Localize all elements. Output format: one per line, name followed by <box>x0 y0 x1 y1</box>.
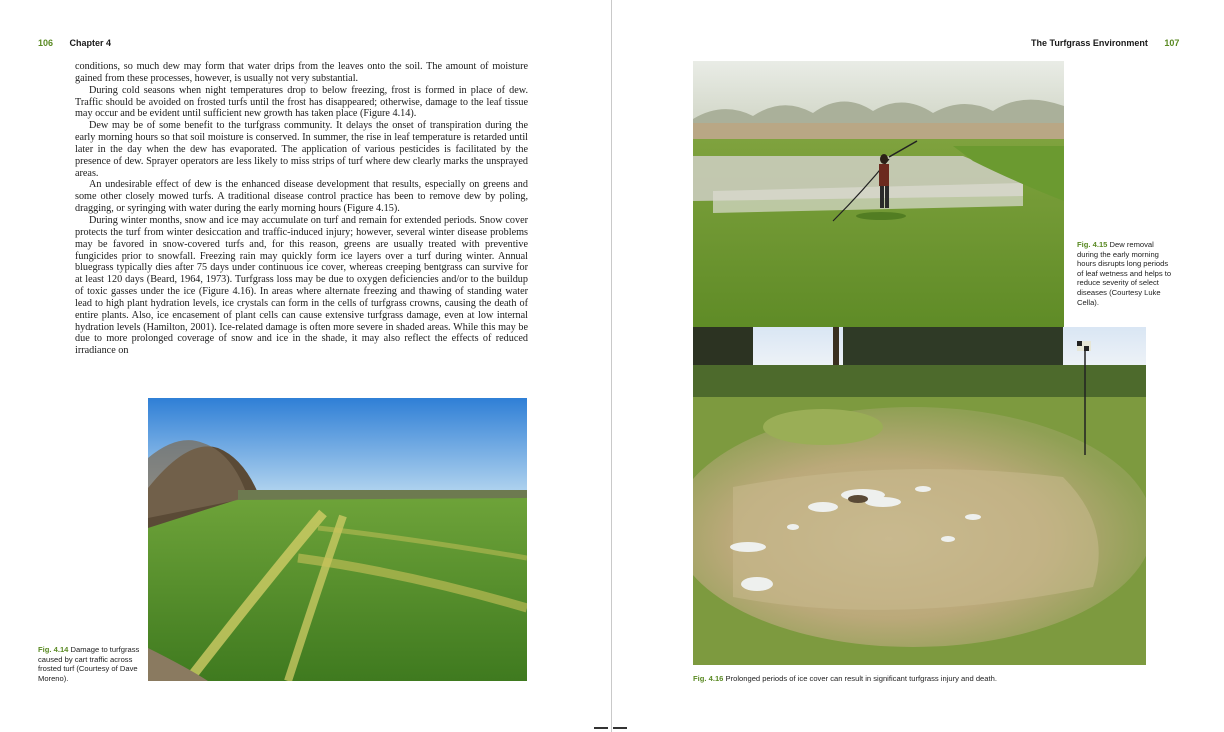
figure-4-16-photo <box>693 327 1146 665</box>
figure-4-15-label: Fig. 4.15 <box>1077 240 1108 249</box>
right-page-header <box>1031 38 1179 48</box>
gutter-mark-right <box>613 727 627 729</box>
figure-4-14-text: Damage to turfgrass caused by cart traffic across frosted turf (Courtesy of Dave Moreno). <box>38 645 140 683</box>
figure-4-15-caption <box>1077 240 1173 307</box>
paragraph: During cold seasons when night temperatures drop to below freezing, frost is formed in place of dew. Traffic should be avoided on frosted turfs until the frost has disappeared; otherwise, damage to the leaf tissue may occur and be evident until sufficient new growth has taken place (Figure 4.14). <box>75 84 528 120</box>
left-page-number: 106 <box>38 38 54 48</box>
figure-4-14-photo <box>148 398 527 681</box>
right-page-number: 107 <box>1164 38 1180 48</box>
figure-4-16-label: Fig. 4.16 <box>693 674 724 683</box>
figure-4-15-photo <box>693 61 1064 338</box>
chapter-title: Chapter 4 <box>69 38 112 48</box>
gutter-mark-left <box>594 727 608 729</box>
running-head: The Turfgrass Environment <box>1031 38 1148 48</box>
figure-4-16-caption <box>693 674 1146 684</box>
paragraph: conditions, so much dew may form that water drips from the leaves onto the soil. The amount of moisture gained from these processes, however, is usually not very substantial. <box>75 61 528 84</box>
body-text <box>75 61 528 357</box>
figure-4-14-label: Fig. 4.14 <box>38 645 69 654</box>
left-page-header <box>38 38 111 48</box>
figure-4-15-text: Dew removal during the early morning hours disrupts long periods of leaf wetness and helps to reduce severity of select diseases (Courtesy Luke Cella). <box>1077 240 1172 307</box>
paragraph: An undesirable effect of dew is the enhanced disease development that results, especially on greens and some other closely mowed turfs. A traditional disease control practice has been to remove dew by poling, dragging, or syringing with water during the early morning hours (Figure 4.15). <box>75 179 528 215</box>
paragraph: Dew may be of some benefit to the turfgrass community. It delays the onset of transpiration during the early morning hours so that soil moisture is conserved. In summer, the rise in leaf temperature is retarded until later in the day when the dew has evaporated. The application of various pesticides is facilitated by the presence of dew. Sprayer operators are less likely to miss strips of turf where dew clearly marks the unsprayed areas. <box>75 120 528 179</box>
figure-4-14-caption <box>38 645 142 683</box>
page-gutter <box>611 0 612 732</box>
paragraph: During winter months, snow and ice may accumulate on turf and remain for extended periods. Snow cover protects the turf from winter desiccation and traffic-induced injury; however, several winter disease problems may be favored in snow-covered turfs and, for this reason, greens are usually treated with preventive fungicides prior to snowfall. Freezing rain may quickly form ice layers over a turf during winter. Annual bluegrass typically dies after 75 days under continuous ice cover, whereas creeping bentgrass can survive for at least 120 days (Beard, 1964, 1973). Turfgrass loss may be due to oxygen deficiencies and/or to the buildup of toxic gasses under the ice (Figure 4.16). In areas where alternate freezing and thawing of standing water lead to high plant hydration levels, ice crystals can form in the cells of turfgrass crowns, causing the death of entire plants. Also, ice encasement of plant cells can cause extensive turfgrass damage, even at low internal hydration levels (Hamilton, 2001). Ice-related damage is often more severe in shaded areas. While this may be due to more prolonged coverage of snow and ice in the shade, it may also reflect the effects of reduced irradiance on <box>75 214 528 357</box>
figure-4-16-text: Prolonged periods of ice cover can result in significant turfgrass injury and death. <box>725 674 997 683</box>
